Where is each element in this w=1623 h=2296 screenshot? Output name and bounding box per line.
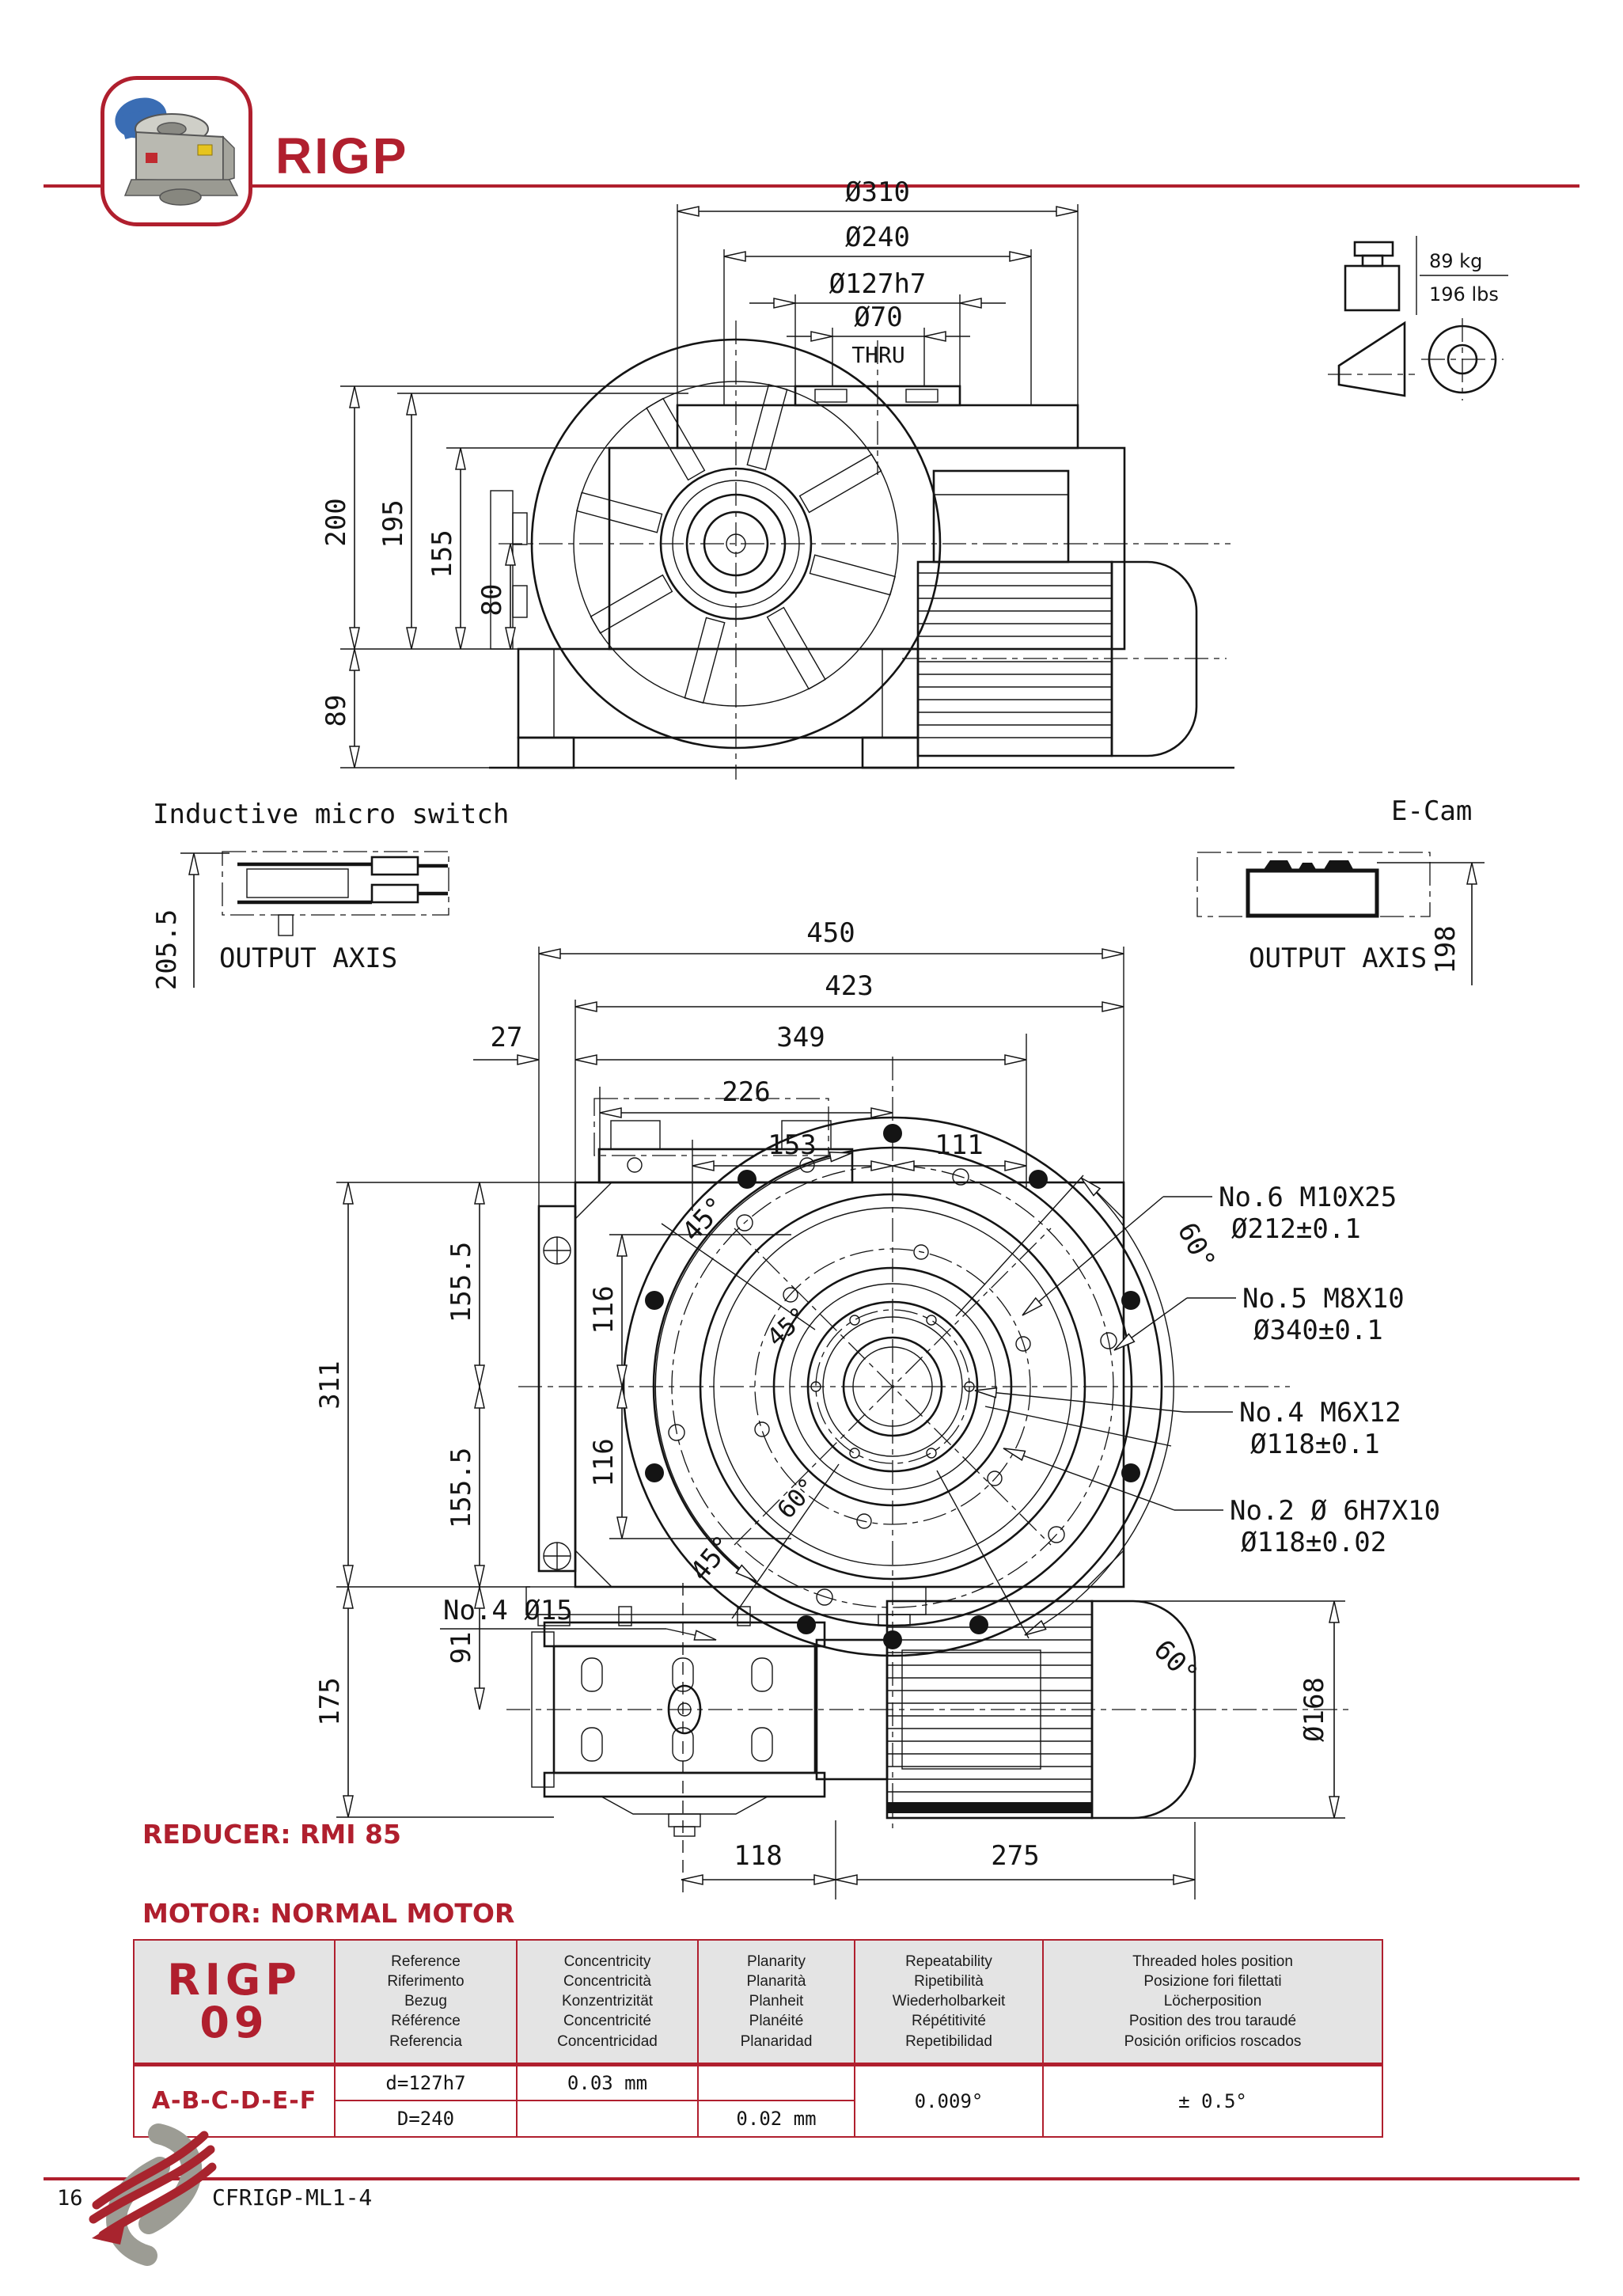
projection-symbol <box>1328 318 1504 400</box>
dim-116-b: 116 <box>588 1438 620 1487</box>
angle-45-a: 45° <box>676 1190 733 1248</box>
document-code: CFRIGP-ML1-4 <box>212 2184 373 2211</box>
dim-153: 153 <box>768 1129 817 1161</box>
dim-349: 349 <box>776 1022 825 1053</box>
dim-155-5-a: 155.5 <box>446 1241 477 1323</box>
cell-concentricity-empty <box>517 2101 698 2137</box>
plan-left-dims <box>314 1182 791 1817</box>
motor-caption: MOTOR: NORMAL MOTOR <box>142 1898 515 1929</box>
dim-195: 195 <box>377 499 409 548</box>
dim-205-5: 205.5 <box>151 909 183 991</box>
product-photo <box>104 80 241 214</box>
col-header-threaded-holes: Threaded holes position Posizione fori filettati Löcherposition Position des trou taraudé Posición orificios roscados <box>1043 1940 1382 2064</box>
note-no6-line1: No.6 M10X25 <box>1219 1182 1397 1213</box>
angle-60-a: 60° <box>1170 1217 1222 1276</box>
dim-200: 200 <box>320 498 352 547</box>
dim-226: 226 <box>722 1076 771 1108</box>
angle-60-c: 60° <box>772 1472 823 1525</box>
dim-155-5-b: 155.5 <box>446 1447 477 1529</box>
product-photo-frame <box>100 76 252 226</box>
ecam-output-axis: OUTPUT AXIS <box>1249 943 1428 974</box>
spec-table <box>133 1939 1383 2138</box>
dim-423: 423 <box>825 970 874 1002</box>
dim-27: 27 <box>490 1022 523 1053</box>
note-no5-line2: Ø340±0.1 <box>1253 1315 1383 1346</box>
row-label: A-B-C-D-E-F <box>134 2064 335 2137</box>
reducer-caption: REDUCER: RMI 85 <box>142 1819 401 1850</box>
dim-91: 91 <box>446 1631 477 1664</box>
angle-45-c: 45° <box>684 1529 740 1588</box>
footer-rule <box>44 2177 1579 2180</box>
dim-127h7: Ø127h7 <box>829 268 927 300</box>
micro-output-axis: OUTPUT AXIS <box>219 943 398 974</box>
dim-310: Ø310 <box>845 176 910 208</box>
dim-450: 450 <box>806 917 855 949</box>
weight-kg: 89 kg <box>1429 250 1483 272</box>
front-left-dims <box>320 386 799 768</box>
weight-symbol <box>1345 236 1508 315</box>
model-cell <box>134 1940 335 2064</box>
cell-ref-d: d=127h7 <box>335 2064 517 2101</box>
dim-70: Ø70 <box>854 302 903 333</box>
angle-60-b: 60° <box>1147 1634 1204 1691</box>
dim-155: 155 <box>427 529 458 579</box>
note-no2-line1: No.2 Ø 6H7X10 <box>1230 1495 1441 1527</box>
dim-118: 118 <box>734 1840 783 1872</box>
plan-view <box>314 917 1440 1828</box>
note-no4-line1: No.4 M6X12 <box>1239 1397 1401 1429</box>
cell-ref-D: D=240 <box>335 2101 517 2137</box>
motor-fins-front <box>918 573 1112 738</box>
angle-45-b: 45° <box>761 1301 814 1353</box>
dim-275: 275 <box>991 1840 1040 1872</box>
dim-111: 111 <box>935 1129 984 1161</box>
note-no4-d15: No.4 Ø15 <box>443 1595 573 1626</box>
note-no4-line2: Ø118±0.1 <box>1250 1429 1380 1460</box>
micro-switch-view <box>151 799 509 990</box>
side-view <box>506 1583 1353 1899</box>
dim-116-a: 116 <box>588 1285 620 1334</box>
col-header-concentricity: Concentricity Concentricità Konzentrizität Concentricité Concentricidad <box>517 1940 698 2064</box>
cell-repeatability: 0.009° <box>855 2064 1043 2137</box>
front-view <box>320 176 1234 780</box>
col-header-reference: Reference Riferimento Bezug Référence Referencia <box>335 1940 517 2064</box>
dim-311: 311 <box>314 1361 346 1410</box>
micro-switch-label: Inductive micro switch <box>153 799 510 830</box>
cell-threaded: ± 0.5° <box>1043 2064 1382 2137</box>
cell-planarity-empty <box>698 2064 855 2101</box>
company-logo <box>85 2120 220 2270</box>
ecam-label: E-Cam <box>1391 795 1473 827</box>
model-name: RIGP <box>167 1954 301 2005</box>
note-no2-line2: Ø118±0.02 <box>1241 1527 1387 1558</box>
model-size: 09 <box>199 1997 269 2047</box>
dim-168: Ø168 <box>1299 1677 1330 1742</box>
dim-80: 80 <box>476 583 508 617</box>
ecam-view <box>1197 795 1485 985</box>
note-no6-line2: Ø212±0.1 <box>1231 1213 1361 1245</box>
page-title: RIGP <box>275 127 409 184</box>
cell-planarity: 0.02 mm <box>698 2101 855 2137</box>
dim-thru: THRU <box>851 342 905 368</box>
dim-240: Ø240 <box>845 222 910 253</box>
weight-lbs: 196 lbs <box>1429 283 1499 306</box>
motor-fins-side <box>887 1615 1092 1792</box>
col-header-repeatability: Repeatability Ripetibilità Wiederholbarkeit Répétitivité Repetibilidad <box>855 1940 1043 2064</box>
note-no5-line1: No.5 M8X10 <box>1242 1283 1405 1315</box>
cell-concentricity: 0.03 mm <box>517 2064 698 2101</box>
dim-198: 198 <box>1430 925 1462 974</box>
page-number: 16 <box>57 2186 83 2211</box>
dim-175: 175 <box>314 1677 346 1726</box>
dim-89: 89 <box>320 694 352 727</box>
col-header-planarity: Planarity Planarità Planheit Planéité Planaridad <box>698 1940 855 2064</box>
